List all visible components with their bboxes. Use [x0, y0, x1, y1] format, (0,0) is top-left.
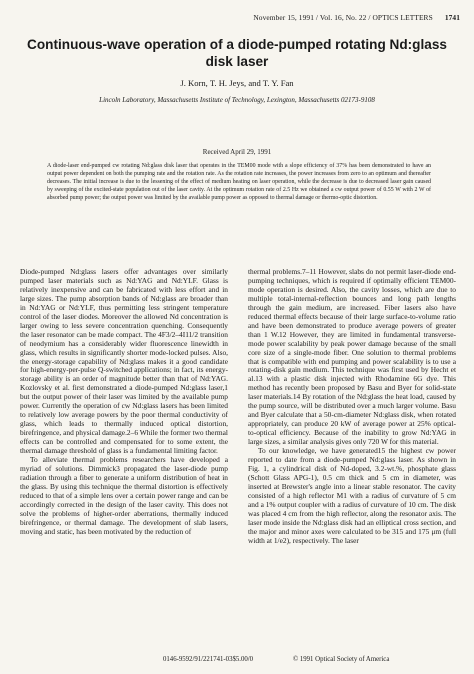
- article-code: 0146-9592/91/221741-03$5.00/0: [163, 656, 254, 663]
- body-paragraph: To our knowledge, we have generated15 the highest cw power reported to date from a diode-pumped Nd:glass laser. As shown in Fig. 1, a cylindrical disk of Nd-doped, 3.2-wt.%, phosphate glass (Schott Glass APG-1), 0.5 cm thick and 5 cm in diameter, was inserted at Brewster's angle into a linear stable resonator. The cavity consisted of a high reflector M1 with a radius of curvature of 5 cm and a 1% output coupler with a radius of curvature of 10 cm. The disk was placed 4 cm from the high reflector, along the resonator axis. The laser mode inside the Nd:glass disk had an elliptical cross section, and the major and minor axes were calculated to be 315 and 175 μm (full width at 1/e2), respectively. The laser: [248, 446, 456, 545]
- body-paragraph: To alleviate thermal problems researchers have developed a myriad of solutions. Dimmick3 propagated the laser-diode pump radiation through a fiber to generate a uniform distribution of heat in the glass. By using this technique the thermal distortion is effectively reduced to that of a simple lens over a certain power range and can be accordingly corrected in the design of the laser cavity. This does not solve the problems of higher-order aberrations, thermally induced birefringence, or thermal damage. The development of slab lasers, moving and static, has been motivated by the reduction of: [20, 455, 228, 536]
- copyright: © 1991 Optical Society of America: [293, 656, 390, 663]
- abstract: A diode-laser end-pumped cw rotating Nd:glass disk laser that operates in the TEM00 mode with a slope efficiency of 37% has been demonstrated to have an output power dependent on both the pumping rate and the rotation rate. As the rotation rate increases, the power increases from zero to an optimum and thereafter decreases. The initial increase is due to the lessening of the effect of medium heating on laser operation, while the decrease is due to decreased laser gain caused by sweeping of the excited-state population out of the laser cavity. At the optimum rotation rate of 2.5 Hz we obtained a cw output power of 0.55 W with 2 W of absorbed pump power; the output power was limited by the available pump power as opposed to thermal damage or thermo-optic distortion.: [47, 163, 431, 201]
- body-paragraph: Diode-pumped Nd:glass lasers offer advantages over similarly pumped laser materials such as Nd:YAG and Nd:YLF. Glass is relatively inexpensive and can be fabricated with less effort and in large sizes. The pump absorption bands of Nd:glass are broader than in Nd:YAG or Nd:YLF, thus permitting less stringent temperature control of the laser diodes. Moreover the allowed Nd concentration is larger owing to less severe concentration quenching. Consequently the laser resonator can be made compact. The 4F3/2–4I11/2 transition of neodymium has a considerably wider fluorescence linewidth in glass, which results in significantly shorter mode-locked pulses. Also, the energy-storage capability of Nd:glass makes it a good candidate for high-energy-per-pulse Q-switched applications; in fact, its energy-storage ability is an order of magnitude better than that of Nd:YAG. Kozlovsky et al. first demonstrated a diode-pumped Nd:glass laser,1 but the output power of their laser was limited by the available pump power. Currently the operation of cw Nd:glass lasers has been limited to relatively low average powers by the poor thermal conductivity of glass, which leads to thermally induced optical distortion, birefringence, and physical damage.2–6 While the former two thermal effects can be controlled and compensated for to some extent, the thermal damage threshold of glass is a fundamental limiting factor.: [20, 267, 228, 456]
- right-column: [248, 268, 456, 546]
- issue-line: November 15, 1991 / Vol. 16, No. 22 / OPTICS LETTERS: [253, 13, 433, 22]
- article-title: Continuous-wave operation of a diode-pumped rotating Nd:glass disk laser: [27, 37, 447, 69]
- received-date: Received April 29, 1991: [202, 148, 272, 156]
- authors: J. Korn, T. H. Jeys, and T. Y. Fan: [180, 78, 294, 88]
- journal-header: [0, 13, 460, 22]
- page-number: 1741: [444, 13, 460, 22]
- body-paragraph: thermal problems.7–11 However, slabs do not permit laser-diode end-pumping techniques, which is required if optimally efficient TEM00-mode operation is desired. Also, the cavity losses, which are due to multiple total-internal-reflection bounces and long path lengths through the gain medium, are increased. Fiber lasers also have reduced thermal effects because of their large surface-to-volume ratio and have been demonstrated to produce average powers of greater than 1 W.12 However, they are limited in fundamental transverse-mode power scalability by peak power damage because of the small core size of a single-mode fiber. One solution to thermal problems that is compatible with end pumping and power scalability is to use a rotating-disk gain medium. This technique was first used by Hecht et al.13 with a plastic disk injected with Rhodamine 6G dye. This method has recently been proposed by Basu and Byer for solid-state laser materials.14 By rotation of the Nd:glass the heat load, caused by the pump source, will be distributed over a much larger volume. Basu and Byer calculate that a 50-cm-diameter Nd:glass disk, when rotated appropriately, can produce 20 kW of average power at 25% optical-to-optical efficiency. Because of the inability to grow Nd:YAG in large sizes, a similar analysis gives only 720 W for this material.: [248, 267, 456, 447]
- affiliation: Lincoln Laboratory, Massachusetts Institute of Technology, Lexington, Massachusetts 02173-9108: [99, 96, 375, 104]
- left-column: [20, 268, 228, 537]
